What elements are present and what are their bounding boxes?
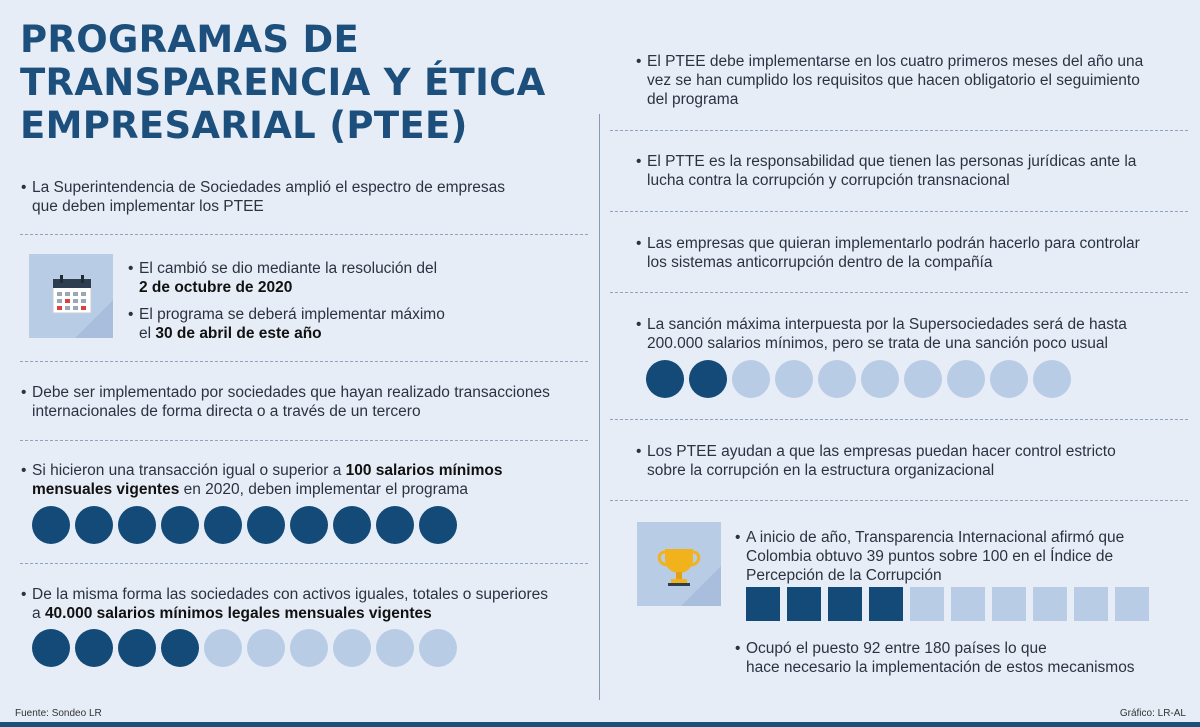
list-item: • A inicio de año, Transparencia Internacional afirmó que Colombia obtuvo 39 puntos sobre 100 en el Índice de Percepción de la Corrupción bbox=[746, 528, 1186, 585]
divider bbox=[610, 292, 1188, 293]
dot-filled bbox=[118, 506, 156, 544]
divider bbox=[20, 440, 588, 441]
dot-empty bbox=[1033, 360, 1071, 398]
dot-filled bbox=[75, 629, 113, 667]
item-text: el bbox=[139, 325, 156, 342]
item-bold: 2 de octubre de 2020 bbox=[139, 279, 293, 296]
trophy-icon bbox=[637, 522, 721, 606]
item-text: El cambió se dio mediante la resolución del bbox=[139, 260, 438, 277]
item-text: a bbox=[32, 605, 45, 622]
dot-empty bbox=[247, 629, 285, 667]
item-text: del programa bbox=[647, 91, 739, 108]
list-item: • Las empresas que quieran implementarlo podrán hacerlo para controlar los sistemas anticorrupción dentro de la compañía bbox=[647, 234, 1187, 272]
dot-empty bbox=[376, 629, 414, 667]
divider bbox=[20, 234, 588, 235]
item-text: los sistemas anticorrupción dentro de la compañía bbox=[647, 254, 993, 271]
list-item: • El cambió se dio mediante la resolución del 2 de octubre de 2020 bbox=[139, 259, 559, 297]
list-item: • De la misma forma las sociedades con activos iguales, totales o superiores a 40.000 salarios mínimos legales mensuales vigentes bbox=[32, 585, 592, 623]
dot-filled bbox=[75, 506, 113, 544]
dot-filled bbox=[376, 506, 414, 544]
divider bbox=[20, 563, 588, 564]
item-text: 200.000 salarios mínimos, pero se trata de una sanción poco usual bbox=[647, 335, 1108, 352]
list-item: • La sanción máxima interpuesta por la Supersociedades será de hasta 200.000 salarios mínimos, pero se trata de una sanción poco usual bbox=[647, 315, 1187, 353]
list-item: • El programa se deberá implementar máximo el 30 de abril de este año bbox=[139, 305, 559, 343]
dot-empty bbox=[990, 360, 1028, 398]
square-empty bbox=[1074, 587, 1108, 621]
item-text: La Superintendencia de Sociedades amplió el espectro de empresas bbox=[32, 179, 506, 196]
item-text: A inicio de año, Transparencia Internacional afirmó que bbox=[746, 529, 1125, 546]
dot-filled bbox=[290, 506, 328, 544]
item-text: El PTEE debe implementarse en los cuatro primeros meses del año una bbox=[647, 53, 1144, 70]
item-text: La sanción máxima interpuesta por la Supersociedades será de hasta bbox=[647, 316, 1127, 333]
item-text: Debe ser implementado por sociedades que hayan realizado transacciones bbox=[32, 384, 550, 401]
dot-empty bbox=[204, 629, 242, 667]
dot-filled bbox=[161, 506, 199, 544]
dot-filled bbox=[646, 360, 684, 398]
dot-empty bbox=[775, 360, 813, 398]
dot-empty bbox=[904, 360, 942, 398]
trophy-icon-box bbox=[637, 522, 721, 606]
list-item: • Debe ser implementado por sociedades que hayan realizado transacciones internacionales de forma directa o a través de un tercero bbox=[32, 383, 592, 421]
title-line: TRANSPARENCIA Y ÉTICA bbox=[20, 61, 546, 104]
item-bold: mensuales vigentes bbox=[32, 481, 180, 498]
item-text: en 2020, deben implementar el programa bbox=[179, 481, 468, 498]
dot-empty bbox=[290, 629, 328, 667]
dot-filled bbox=[161, 629, 199, 667]
dot-filled bbox=[32, 506, 70, 544]
footer-bar bbox=[0, 722, 1200, 727]
dot-filled bbox=[247, 506, 285, 544]
item-text: internacionales de forma directa o a través de un tercero bbox=[32, 403, 421, 420]
calendar-icon bbox=[29, 254, 113, 338]
dot-empty bbox=[333, 629, 371, 667]
item-bold: 30 de abril de este año bbox=[155, 325, 322, 342]
dot-filled bbox=[204, 506, 242, 544]
item-text: Si hicieron una transacción igual o superior a bbox=[32, 462, 346, 479]
square-filled bbox=[828, 587, 862, 621]
square-empty bbox=[1115, 587, 1149, 621]
list-item: • Si hicieron una transacción igual o superior a 100 salarios mínimos mensuales vigentes en 2020, deben implementar el programa bbox=[21, 462, 503, 498]
square-empty bbox=[910, 587, 944, 621]
source-note: Fuente: Sondeo LR bbox=[15, 708, 102, 719]
item-text: Percepción de la Corrupción bbox=[746, 567, 942, 584]
item-text: El programa se deberá implementar máximo bbox=[139, 306, 445, 323]
list-item: • El PTEE debe implementarse en los cuatro primeros meses del año una vez se han cumplido los requisitos que hacen obligatorio el seguimiento del programa bbox=[647, 52, 1187, 109]
square-filled bbox=[787, 587, 821, 621]
dot-filled bbox=[689, 360, 727, 398]
square-empty bbox=[1033, 587, 1067, 621]
squares-ipc bbox=[746, 587, 1149, 621]
item-text: Las empresas que quieran implementarlo podrán hacerlo para controlar bbox=[647, 235, 1140, 252]
divider bbox=[610, 211, 1188, 212]
title-line: EMPRESARIAL (PTEE) bbox=[20, 104, 468, 147]
divider bbox=[610, 419, 1188, 420]
dot-empty bbox=[732, 360, 770, 398]
dot-empty bbox=[861, 360, 899, 398]
item-text: hace necesario la implementación de estos mecanismos bbox=[746, 659, 1135, 676]
square-filled bbox=[746, 587, 780, 621]
item-text: El PTTE es la responsabilidad que tienen las personas jurídicas ante la bbox=[647, 153, 1137, 170]
column-divider bbox=[599, 114, 600, 700]
calendar-icon-box bbox=[29, 254, 113, 338]
list-item: • El PTTE es la responsabilidad que tienen las personas jurídicas ante la lucha contra la corrupción y corrupción transnacional bbox=[647, 152, 1187, 190]
item-text: sobre la corrupción en la estructura organizacional bbox=[647, 462, 995, 479]
item-bold: 40.000 salarios mínimos legales mensuales vigentes bbox=[44, 605, 432, 622]
divider bbox=[610, 500, 1188, 501]
credit-note: Gráfico: LR-AL bbox=[1119, 708, 1186, 719]
dot-filled bbox=[32, 629, 70, 667]
list-item: • Los PTEE ayudan a que las empresas puedan hacer control estricto sobre la corrupción en la estructura organizacional bbox=[647, 442, 1187, 480]
item-text: Los PTEE ayudan a que las empresas puedan hacer control estricto bbox=[647, 443, 1116, 460]
item-text: lucha contra la corrupción y corrupción transnacional bbox=[647, 172, 1010, 189]
dots-100-salarios bbox=[32, 506, 457, 544]
item-text: Ocupó el puesto 92 entre 180 países lo que bbox=[746, 640, 1047, 657]
item-text: Colombia obtuvo 39 puntos sobre 100 en el Índice de bbox=[746, 548, 1114, 565]
item-text: vez se han cumplido los requisitos que hacen obligatorio el seguimiento bbox=[647, 72, 1140, 89]
dot-filled bbox=[118, 629, 156, 667]
dot-filled bbox=[333, 506, 371, 544]
dot-filled bbox=[419, 506, 457, 544]
divider bbox=[610, 130, 1188, 131]
list-item: • La Superintendencia de Sociedades amplió el espectro de empresas que deben implementar los PTEE bbox=[32, 178, 572, 216]
square-empty bbox=[951, 587, 985, 621]
divider bbox=[20, 361, 588, 362]
page-title bbox=[20, 18, 580, 147]
dot-empty bbox=[419, 629, 457, 667]
item-bold: 100 salarios mínimos bbox=[345, 462, 503, 479]
square-empty bbox=[992, 587, 1026, 621]
item-text: De la misma forma las sociedades con activos iguales, totales o superiores bbox=[32, 586, 549, 603]
dots-sancion bbox=[646, 360, 1071, 398]
square-filled bbox=[869, 587, 903, 621]
dot-empty bbox=[818, 360, 856, 398]
title-line: PROGRAMAS DE bbox=[20, 18, 360, 61]
item-text: que deben implementar los PTEE bbox=[32, 198, 264, 215]
list-item: • Ocupó el puesto 92 entre 180 países lo que hace necesario la implementación de estos mecanismos bbox=[746, 639, 1186, 677]
dots-40000-salarios bbox=[32, 629, 457, 667]
dot-empty bbox=[947, 360, 985, 398]
